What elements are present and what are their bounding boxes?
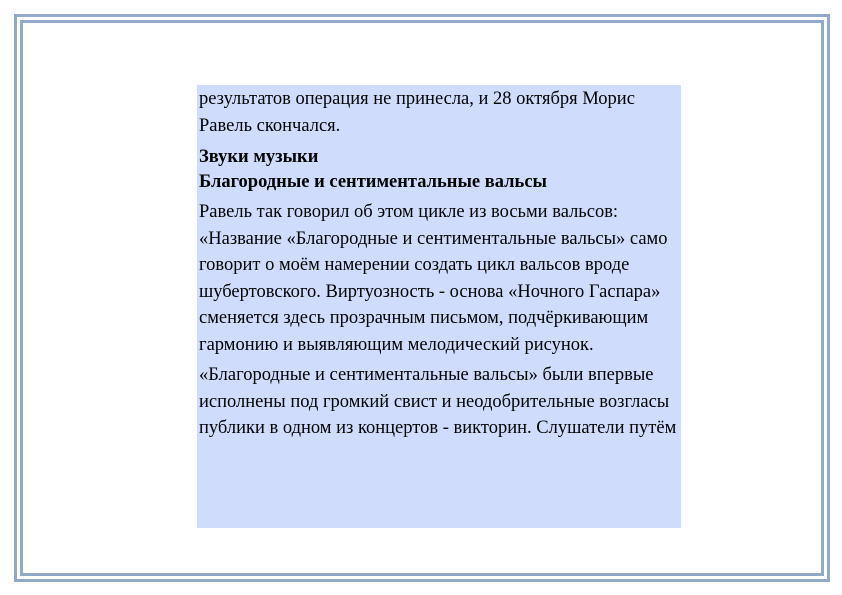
heading-waltzes-title: Благородные и сентиментальные вальсы: [199, 172, 547, 192]
paragraph-premiere: «Благородные и сентиментальные вальсы» были впервые исполнены под громкий свист и неодобрительные возгласы публики в одном из концертов - викторин. Слушатели путём: [199, 365, 677, 438]
heading-sounds-of-music: Звуки музыки: [199, 147, 319, 167]
text-content-block: [197, 85, 681, 528]
paragraph-ravel-quote: Равель так говорил об этом цикле из восьми вальсов: «Название «Благородные и сентиментальные вальсы» само говорит о моём намерении создать цикл вальсов вроде шубертовского. Виртуозность - основа «Ночного Гаспара» сменяется здесь прозрачным письмом, подчёркивающим гармонию и выявляющим мелодический рисунок.: [199, 202, 668, 355]
paragraph-intro: результатов операция не принесла, и 28 октября Морис Равель скончался.: [199, 89, 635, 136]
